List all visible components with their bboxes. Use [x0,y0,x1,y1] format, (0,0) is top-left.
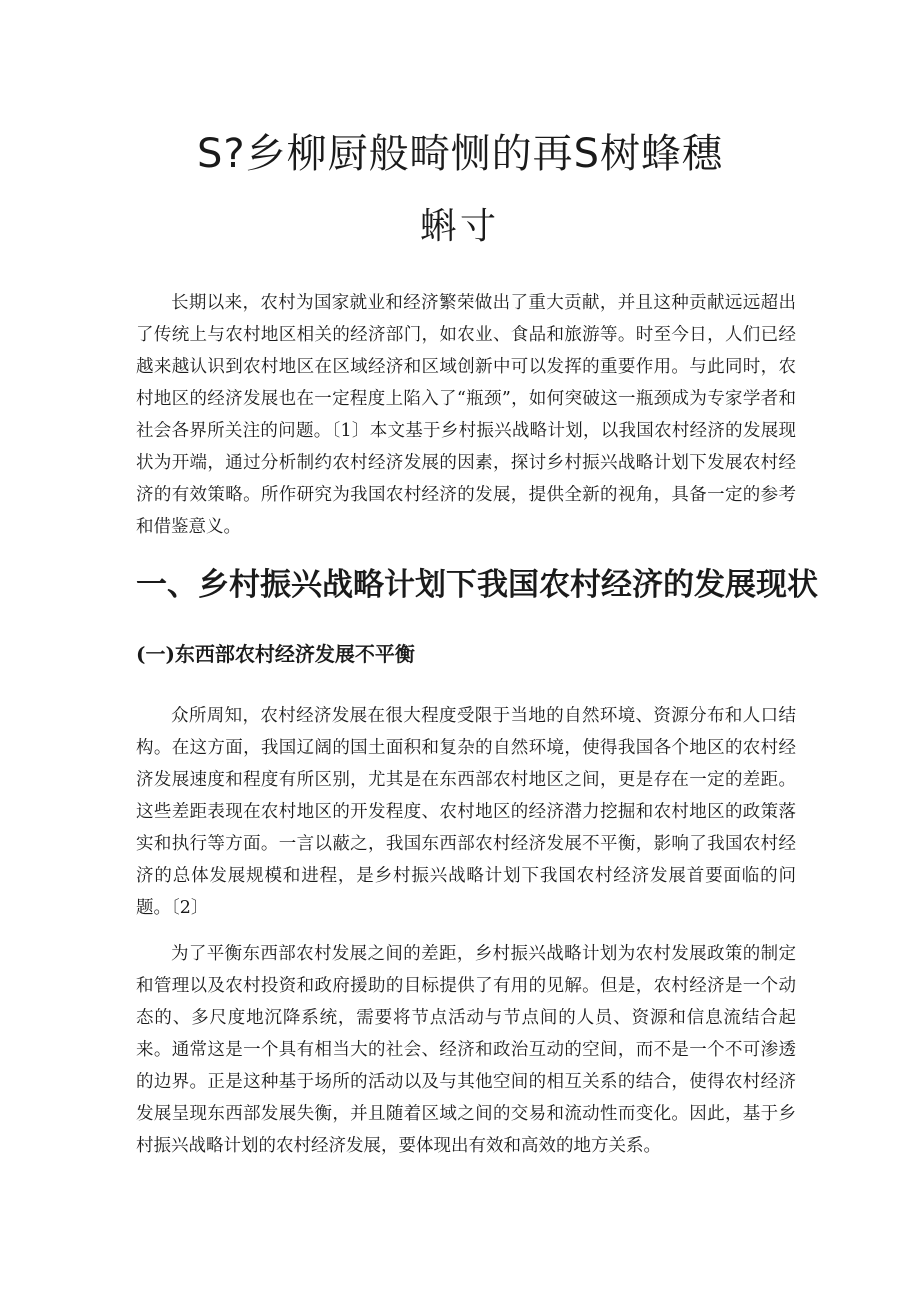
subsection-heading: (一)东西部农村经济发展不平衡 [136,642,415,666]
document-subtitle: 蝌寸 [419,206,500,247]
section-heading: 一、乡村振兴战略计划下我国农村经济的发展现状 [136,567,818,603]
body-paragraph-3: 为了平衡东西部农村发展之间的差距，乡村振兴战略计划为农村发展政策的制定和管理以及农村投资和政府援助的目标提供了有用的见解。但是，农村经济是一个动态的、多尺度地沉降系统，需要将节点活动与节点间的人员、资源和信息流结合起来。通常这是一个具有相当大的社会、经济和政治互动的空间，而不是一个不可渗透的边界。正是这种基于场所的活动以及与其他空间的相互关系的结合，使得农村经济发展呈现东西部发展失衡，并且随着区域之间的交易和流动性而变化。因此，基于乡村振兴战略计划的农村经济发展，要体现出有效和高效的地方关系。 [136,944,796,1156]
body-paragraph-2: 众所周知，农村经济发展在很大程度受限于当地的自然环境、资源分布和人口结构。在这方面，我国辽阔的国土面积和复杂的自然环境，使得我国各个地区的农村经济发展速度和程度有所区别，尤其是在东西部农村地区之间，更是存在一定的差距。这些差距表现在农村地区的开发程度、农村地区的经济潜力挖掘和农村地区的政策落实和执行等方面。一言以蔽之，我国东西部农村经济发展不平衡，影响了我国农村经济的总体发展规模和进程，是乡村振兴战略计划下我国农村经济发展首要面临的问题。〔2〕 [136,706,796,918]
document-title: S?乡柳厨般畸恻的再S树蜂穗 [196,131,723,177]
intro-paragraph: 长期以来，农村为国家就业和经济繁荣做出了重大贡献，并且这种贡献远远超出了传统上与农村地区相关的经济部门，如农业、食品和旅游等。时至今日，人们已经越来越认识到农村地区在区域经济和区域创新中可以发挥的重要作用。与此同时，农村地区的经济发展也在一定程度上陷入了“瓶颈”，如何突破这一瓶颈成为专家学者和社会各界所关注的问题。〔1〕本文基于乡村振兴战略计划，以我国农村经济的发展现状为开端，通过分析制约农村经济发展的因素，探讨乡村振兴战略计划下发展农村经济的有效策略。所作研究为我国农村经济的发展，提供全新的视角，具备一定的参考和借鉴意义。 [136,293,796,537]
